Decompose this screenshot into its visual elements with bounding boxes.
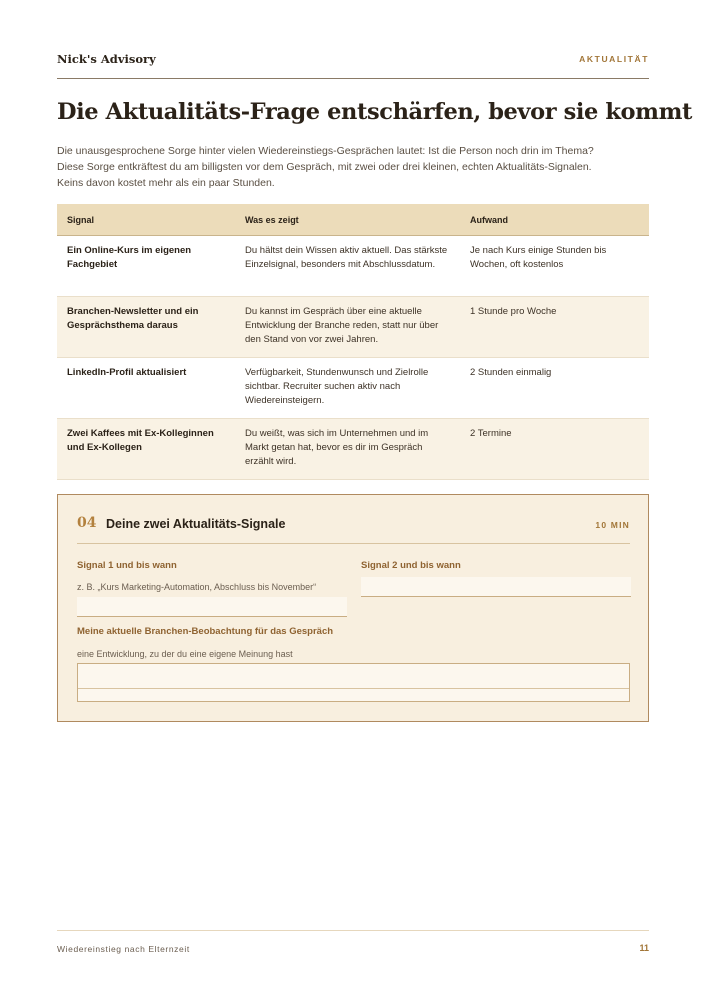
table-header-row xyxy=(57,204,649,236)
table-row xyxy=(57,419,649,480)
signal-cell: LinkedIn-Profil aktualisiert xyxy=(57,358,235,419)
footer-title: Wiedereinstieg nach Elternzeit xyxy=(57,944,190,954)
signal-cell: Ein Online-Kurs im eigenen Fachgebiet xyxy=(57,236,235,297)
column-header-effect: Was es zeigt xyxy=(235,204,460,236)
observation-input[interactable] xyxy=(77,663,630,702)
intro-paragraph xyxy=(57,143,649,191)
section-tag: AKTUALITÄT xyxy=(579,54,649,64)
writing-line xyxy=(78,688,629,689)
intro-line: Die unausgesprochene Sorge hinter vielen Wiedereinstiegs-Gesprächen lautet: Ist die Person noch drin im Thema? xyxy=(57,145,594,157)
signals-table xyxy=(57,204,649,480)
effort-cell: Je nach Kurs einige Stunden bis Wochen, oft kostenlos xyxy=(460,236,649,297)
effect-cell: Du weißt, was sich im Unternehmen und im Markt getan hat, bevor es dir im Gespräch erzählt wird. xyxy=(235,419,460,480)
brand-name: Nick's Advisory xyxy=(57,52,156,66)
page-header xyxy=(57,52,649,79)
exercise-box xyxy=(57,494,649,722)
exercise-title: Deine zwei Aktualitäts-Signale xyxy=(106,517,286,531)
page-title: Die Aktualitäts-Frage entschärfen, bevor sie kommt xyxy=(57,99,692,125)
table-row xyxy=(57,236,649,297)
intro-line: Diese Sorge entkräftest du am billigsten vor dem Gespräch, mit zwei oder drei kleinen, echten Aktualitäts-Signalen. xyxy=(57,161,592,173)
effect-cell: Verfügbarkeit, Stundenwunsch und Zielrolle sichtbar. Recruiter suchen aktiv nach Wiedereinsteigern. xyxy=(235,358,460,419)
signal-cell: Zwei Kaffees mit Ex-Kolleginnen und Ex-Kollegen xyxy=(57,419,235,480)
signal-2-label: Signal 2 und bis wann xyxy=(361,560,461,571)
effect-cell: Du kannst im Gespräch über eine aktuelle Entwicklung der Branche reden, statt nur über den Stand von vor zwei Jahren. xyxy=(235,297,460,358)
observation-hint: eine Entwicklung, zu der du eine eigene Meinung hast xyxy=(77,649,293,659)
table-row xyxy=(57,358,649,419)
page-number: 11 xyxy=(639,943,649,953)
signal-cell: Branchen-Newsletter und ein Gesprächsthema daraus xyxy=(57,297,235,358)
effort-cell: 2 Termine xyxy=(460,419,649,480)
observation-label: Meine aktuelle Branchen-Beobachtung für das Gespräch xyxy=(77,626,334,637)
signal-2-input[interactable] xyxy=(361,577,631,597)
effect-cell: Du hältst dein Wissen aktiv aktuell. Das stärkste Einzelsignal, besonders mit Abschlussdatum. xyxy=(235,236,460,297)
exercise-number: 04 xyxy=(77,515,97,531)
signal-1-input[interactable] xyxy=(77,597,347,617)
column-header-signal: Signal xyxy=(57,204,235,236)
signal-1-hint: z. B. „Kurs Marketing-Automation, Abschluss bis November“ xyxy=(77,582,317,592)
effort-cell: 1 Stunde pro Woche xyxy=(460,297,649,358)
effort-cell: 2 Stunden einmalig xyxy=(460,358,649,419)
exercise-duration: 10 MIN xyxy=(595,520,630,530)
exercise-divider xyxy=(77,543,630,544)
table-row xyxy=(57,297,649,358)
column-header-effort: Aufwand xyxy=(460,204,649,236)
intro-line: Keins davon kostet mehr als ein paar Stunden. xyxy=(57,177,275,189)
page-footer xyxy=(57,930,649,961)
signal-1-label: Signal 1 und bis wann xyxy=(77,560,177,571)
